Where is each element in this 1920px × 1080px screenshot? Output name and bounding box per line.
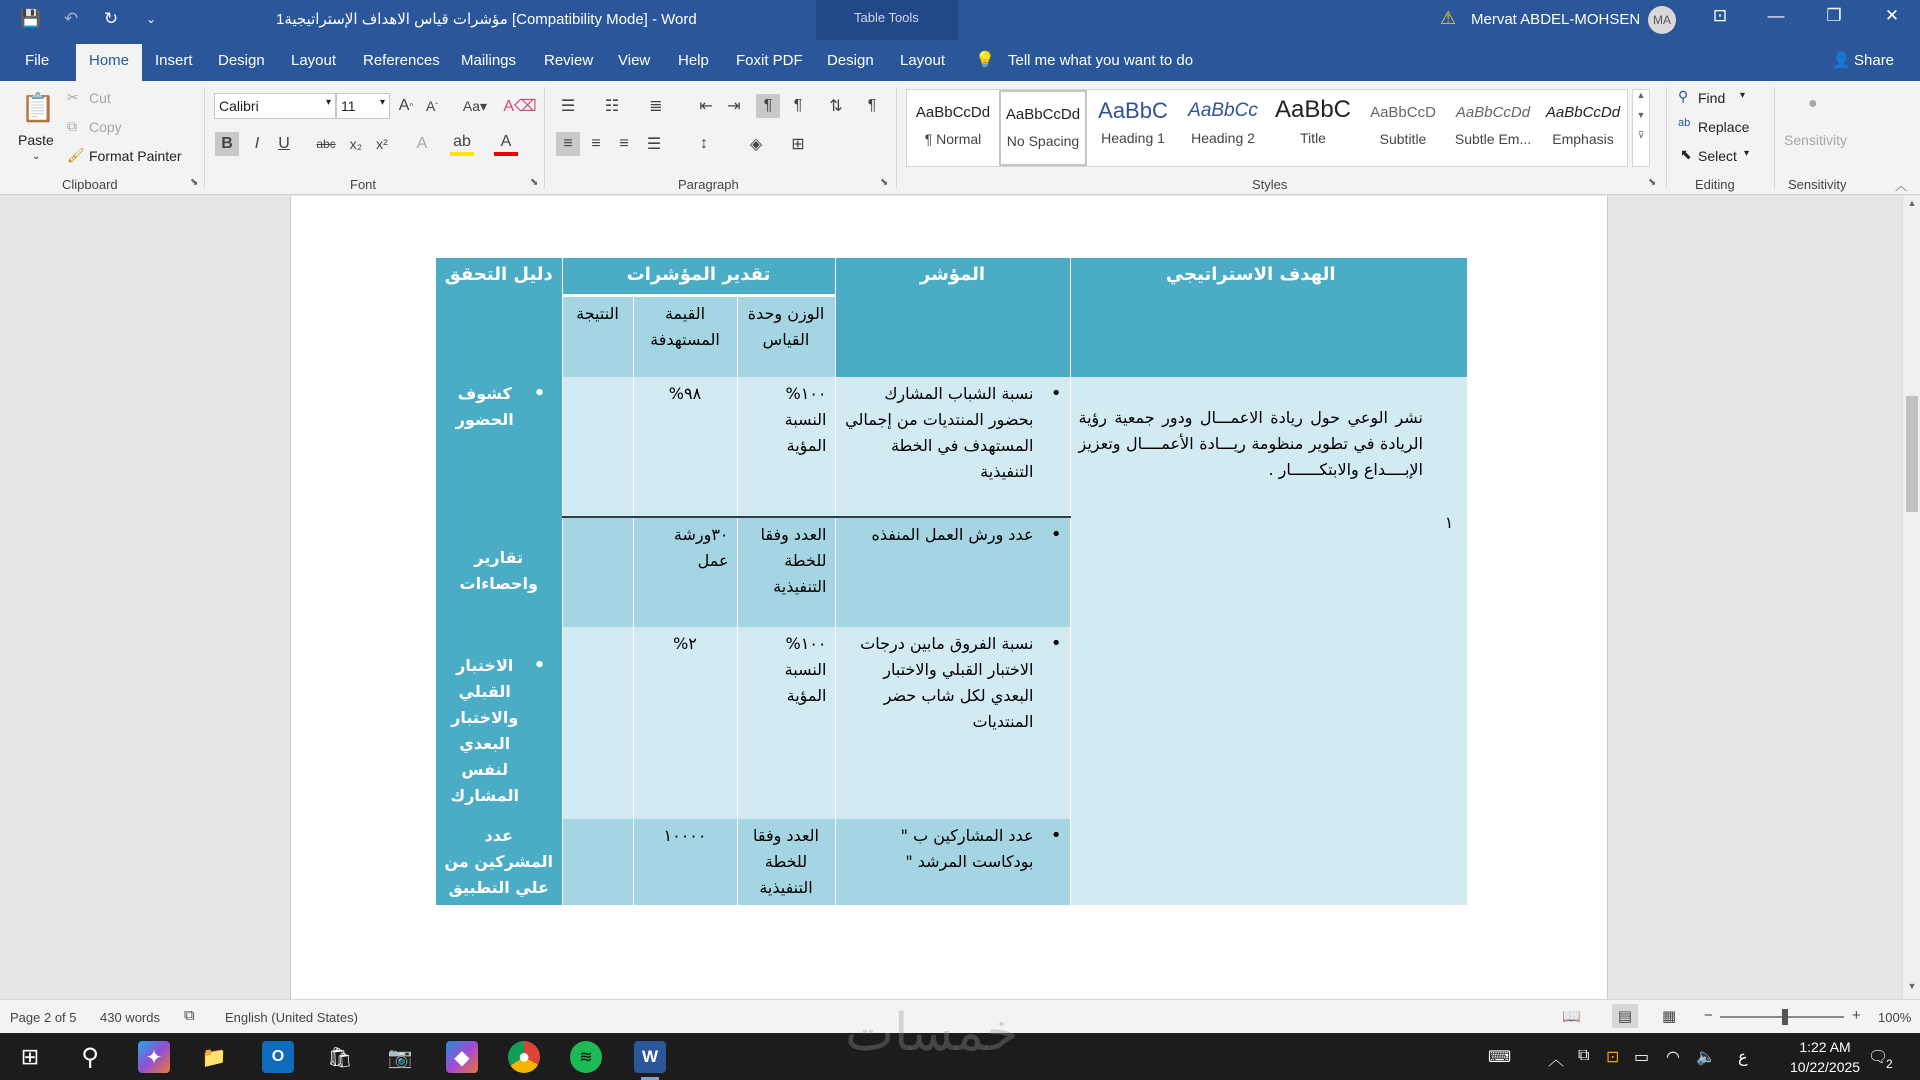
proofing-icon[interactable]: ⧉ [184, 1007, 195, 1024]
tab-mailings[interactable]: Mailings [461, 52, 517, 69]
outlook-icon[interactable]: O [262, 1041, 294, 1073]
weight-header: الوزن وحدة القياس [737, 295, 835, 377]
ribbon-display-icon[interactable]: ⊡ [1712, 6, 1728, 25]
styles-launcher-icon[interactable]: ⬊ [1648, 177, 1657, 188]
page-count[interactable]: Page 2 of 5 [10, 1010, 77, 1025]
tray-app-icon[interactable]: ⧉ [1578, 1047, 1590, 1064]
tab-table-design[interactable]: Design [827, 52, 874, 69]
document-area [0, 196, 1902, 999]
store-icon[interactable]: 🛍 [327, 1046, 353, 1069]
redo-icon[interactable]: ↻ [103, 9, 119, 28]
zoom-out-icon[interactable]: − [1704, 1007, 1713, 1024]
show-marks-icon[interactable]: ¶ [867, 97, 877, 114]
taskbar [0, 1033, 1920, 1080]
word-count[interactable]: 430 words [100, 1010, 160, 1025]
shrink-font-icon[interactable]: A ˇ [425, 98, 438, 114]
evidence-header: دليل التحقق [435, 258, 562, 377]
warning-icon[interactable]: ⚠ [1440, 8, 1457, 28]
replace-button[interactable]: Replace [1698, 119, 1750, 135]
tab-references[interactable]: References [363, 52, 440, 69]
result-cell [562, 819, 633, 905]
underline-icon[interactable]: U [278, 135, 290, 152]
windows-start-icon[interactable]: ⊞ [20, 1044, 40, 1069]
scroll-up-icon[interactable]: ▲ [1907, 198, 1917, 208]
sensitivity-button[interactable]: Sensitivity [1784, 132, 1848, 148]
watermark: خمسات [845, 1003, 1019, 1063]
copy-button[interactable]: Copy [89, 119, 122, 135]
restore-icon[interactable]: ❐ [1826, 6, 1842, 25]
tab-foxit-pdf[interactable]: Foxit PDF [736, 52, 803, 69]
indicator-header: المؤشر [835, 258, 1070, 377]
tab-table-layout[interactable]: Layout [900, 52, 946, 69]
format-painter-icon: 🖌 [67, 147, 85, 163]
sort-icon[interactable]: ⇅ [829, 98, 843, 115]
sensitivity-group-label: Sensitivity [1788, 177, 1847, 192]
style-emphasis[interactable]: AaBbCcDd Emphasis [1545, 104, 1621, 147]
vertical-scrollbar[interactable] [1902, 196, 1920, 999]
input-language[interactable]: ع [1738, 1049, 1748, 1066]
styles-group-label: Styles [1252, 177, 1288, 192]
justify-icon[interactable]: ☰ [646, 136, 662, 153]
font-group-label: Font [350, 177, 377, 192]
status-bar [0, 999, 1920, 1033]
result-cell [562, 517, 633, 627]
tab-home[interactable]: Home [76, 44, 142, 81]
align-right-icon[interactable]: ≡ [619, 135, 629, 152]
target-cell: ٩٨% [633, 377, 737, 517]
styles-scroll[interactable]: ▲ ▼ ⊽ [1632, 89, 1650, 167]
rtl-direction-icon[interactable]: ¶ [756, 94, 780, 118]
highlight-icon[interactable]: ab [450, 132, 474, 156]
evidence-cell: تقارير واحصاءات [435, 517, 562, 627]
numbering-icon[interactable]: ☷ [604, 98, 620, 115]
paste-dropdown-icon[interactable]: ⌄ [32, 151, 41, 162]
spotify-icon[interactable]: ≋ [570, 1041, 602, 1073]
keyboard-icon[interactable]: ⌨ [1488, 1049, 1512, 1066]
ribbon-home [0, 81, 1920, 195]
collapse-ribbon-icon[interactable]: ︿ [1895, 179, 1908, 193]
format-painter-button[interactable]: Format Painter [89, 148, 182, 164]
read-mode-icon[interactable]: 📖 [1562, 1008, 1581, 1025]
language[interactable]: English (United States) [225, 1010, 358, 1025]
save-icon[interactable]: 💾 [20, 9, 42, 28]
tab-view[interactable]: View [618, 52, 651, 69]
cut-button[interactable]: Cut [89, 90, 111, 106]
tab-design[interactable]: Design [218, 52, 265, 69]
show-hidden-icons[interactable]: ︿ [1548, 1052, 1565, 1069]
font-launcher-icon[interactable]: ⬊ [530, 177, 539, 188]
evidence-cell: • الاختبار القبلي والاختبار البعدي لنفس المشارك [435, 627, 562, 819]
document-page[interactable] [290, 196, 1608, 999]
word-icon[interactable]: W [634, 1041, 666, 1073]
decrease-indent-icon[interactable]: ⇤ [699, 98, 713, 115]
font-name-select[interactable]: Calibri ▾ [214, 93, 336, 119]
notification-count: 2 [1886, 1057, 1893, 1071]
select-button[interactable]: Select [1698, 148, 1737, 164]
zoom-level[interactable]: 100% [1878, 1010, 1912, 1025]
clock[interactable] [1790, 1037, 1860, 1077]
find-button[interactable]: Find [1698, 90, 1726, 106]
change-case-icon[interactable]: Aa▾ [462, 97, 488, 114]
evidence-cell: عدد المشركين من علي التطبيق [435, 819, 562, 905]
style-normal[interactable]: AaBbCcDd ¶ Normal [915, 104, 991, 147]
shading-icon[interactable]: ◈ [749, 136, 763, 153]
copy-icon: ⧉ [67, 118, 77, 134]
target-cell: ١٠٠٠٠ [633, 819, 737, 905]
copilot-icon[interactable]: ✦ [138, 1041, 170, 1073]
find-dropdown-icon[interactable]: ▾ [1740, 90, 1746, 101]
paste-button[interactable]: Paste [18, 132, 54, 148]
scroll-thumb[interactable] [1906, 396, 1918, 512]
goal-number-cell: ١ [1431, 377, 1467, 905]
paste-icon[interactable]: 📋 [20, 91, 56, 123]
web-layout-icon[interactable]: ▦ [1662, 1008, 1677, 1025]
weight-cell: العدد وفقا للخطة التنفيذية [737, 517, 835, 627]
search-icon[interactable]: ⚲ [81, 1043, 99, 1071]
subscript-icon[interactable]: x₂ [349, 136, 363, 152]
font-color-icon[interactable]: A [494, 132, 518, 156]
clock-date: 10/22/2025 [1790, 1059, 1861, 1075]
ribbon-tabs [0, 40, 1920, 81]
avatar[interactable]: MA [1648, 6, 1676, 34]
text-effects-icon[interactable]: A [416, 135, 428, 152]
style-no-spacing[interactable]: AaBbCcDd No Spacing [999, 90, 1087, 166]
quick-access-toolbar [20, 8, 162, 30]
style-heading-2[interactable]: AaBbCc Heading 2 [1188, 100, 1258, 146]
indicator-cell: • عدد المشاركين ب " بودكاست المرشد " [835, 819, 1070, 905]
tab-insert[interactable]: Insert [155, 52, 193, 69]
result-cell [562, 627, 633, 819]
tab-file[interactable]: File [25, 52, 50, 69]
minimize-icon[interactable]: — [1767, 6, 1785, 25]
style-heading-1[interactable]: AaBbC Heading 1 [1098, 98, 1168, 146]
lightbulb-icon: 💡 [975, 52, 995, 69]
evidence-cell: • كشوف الحضور [435, 377, 562, 517]
zoom-in-icon[interactable]: + [1852, 1007, 1861, 1024]
weight-cell: ١٠٠% النسبة المؤية [737, 377, 835, 517]
cut-icon: ✂ [67, 89, 79, 105]
goal-text-cell: نشر الوعي حول ريادة الاعمـــال ودور جمعية رؤية الريادة في تطوير منظومة ريـــادة الأعمــــال وتعزيز الإبــــداع والابتكــــــار . [1070, 377, 1431, 905]
find-icon: ⚲ [1678, 88, 1689, 104]
number-header-cell [1431, 258, 1467, 377]
font-size-select[interactable]: 11 ▾ [336, 93, 390, 119]
chrome-icon[interactable]: ● [508, 1041, 540, 1073]
volume-icon[interactable]: 🔈 [1696, 1049, 1716, 1066]
microsoft-365-icon[interactable]: ◆ [446, 1041, 478, 1073]
multilevel-list-icon[interactable]: ≣ [649, 98, 663, 115]
title-bar [0, 0, 1920, 40]
tab-review[interactable]: Review [544, 52, 594, 69]
paragraph-launcher-icon[interactable]: ⬊ [880, 177, 889, 188]
styles-gallery [906, 89, 1628, 167]
camera-icon[interactable]: 📷 [387, 1046, 413, 1069]
result-header: النتيجة [562, 295, 633, 377]
line-spacing-icon[interactable]: ↕ [700, 135, 708, 152]
file-explorer-icon[interactable]: 📁 [201, 1046, 227, 1069]
notifications-icon[interactable]: 🗨 [1868, 1049, 1889, 1066]
clear-formatting-icon[interactable]: A⌫ [503, 98, 537, 115]
share-button[interactable]: Share [1854, 52, 1895, 69]
indicator-cell: • نسبة الفروق مابين درجات الاختبار القبلي والاختبار البعدي لكل شاب حضر المنتديات [835, 627, 1070, 819]
weight-cell: العدد وفقا للخطة التنفيذية [737, 819, 835, 905]
grow-font-icon[interactable]: A ^ [398, 97, 414, 114]
wifi-icon[interactable]: ◠ [1666, 1049, 1680, 1066]
clipboard-launcher-icon[interactable]: ⬊ [190, 177, 199, 188]
target-header: القيمة المستهدفة [633, 295, 737, 377]
style-subtle-emphasis[interactable]: AaBbCcDd Subtle Em... [1454, 104, 1532, 147]
indicator-cell: • نسبة الشباب المشارك بحضور المنتديات من إجمالي المستهدف في الخطة التنفيذية [835, 377, 1070, 517]
undo-icon[interactable]: ↶ [63, 9, 79, 28]
goal-header: الهدف الاستراتيجي [1070, 258, 1431, 377]
close-icon[interactable]: ✕ [1884, 6, 1900, 25]
document-title: مؤشرات قياس الاهداف الإستراتيجية1 [Compatibility Mode] - Word [276, 11, 697, 28]
tell-me-search[interactable]: Tell me what you want to do [1008, 52, 1194, 69]
superscript-icon[interactable]: x² [376, 136, 388, 152]
italic-icon[interactable]: I [254, 135, 260, 152]
customize-qat-icon[interactable]: ⌄ [145, 12, 157, 26]
target-cell: ٢% [633, 627, 737, 819]
scroll-down-icon[interactable]: ▼ [1907, 981, 1917, 991]
bullets-icon[interactable]: ☰ [560, 98, 576, 115]
clipboard-group-label: Clipboard [62, 177, 118, 192]
style-subtitle[interactable]: AaBbCcD Subtitle [1370, 104, 1436, 147]
align-center-icon[interactable]: ≡ [591, 135, 601, 152]
tab-layout[interactable]: Layout [291, 52, 337, 69]
style-title[interactable]: AaBbC Title [1274, 96, 1352, 146]
table-tools-context: Table Tools [816, 0, 958, 81]
zoom-slider-thumb[interactable] [1782, 1009, 1788, 1025]
strikethrough-icon[interactable]: abc [316, 137, 336, 151]
indicator-cell: • عدد ورش العمل المنفذه [835, 517, 1070, 627]
paragraph-group-label: Paragraph [678, 177, 739, 192]
align-left-icon[interactable]: ≡ [556, 132, 580, 156]
indicators-table[interactable] [434, 258, 1467, 905]
print-layout-icon[interactable]: ▤ [1612, 1004, 1638, 1028]
select-icon: ⬉ [1680, 146, 1692, 162]
weight-cell: ١٠٠% النسبة المؤية [737, 627, 835, 819]
battery-icon[interactable]: ▭ [1634, 1049, 1650, 1066]
estimate-header: تقدير المؤشرات [562, 258, 835, 295]
increase-indent-icon[interactable]: ⇥ [727, 98, 741, 115]
select-dropdown-icon[interactable]: ▾ [1744, 148, 1750, 159]
target-cell: ٣٠ورشة عمل [633, 517, 737, 627]
bold-icon[interactable]: B [215, 132, 239, 156]
result-cell [562, 377, 633, 517]
user-name[interactable]: Mervat ABDEL-MOHSEN [1471, 11, 1641, 28]
borders-icon[interactable]: ⊞ [791, 136, 805, 153]
tab-help[interactable]: Help [678, 52, 709, 69]
ltr-direction-icon[interactable]: ¶ [793, 97, 803, 114]
share-icon: 👤 [1832, 52, 1851, 69]
sensitivity-icon: ● [1808, 95, 1818, 112]
clock-time: 1:22 AM [1799, 1039, 1851, 1055]
editing-group-label: Editing [1695, 177, 1735, 192]
tray-app-icon-2[interactable]: ⊡ [1606, 1049, 1620, 1066]
replace-icon: ab [1678, 117, 1691, 129]
